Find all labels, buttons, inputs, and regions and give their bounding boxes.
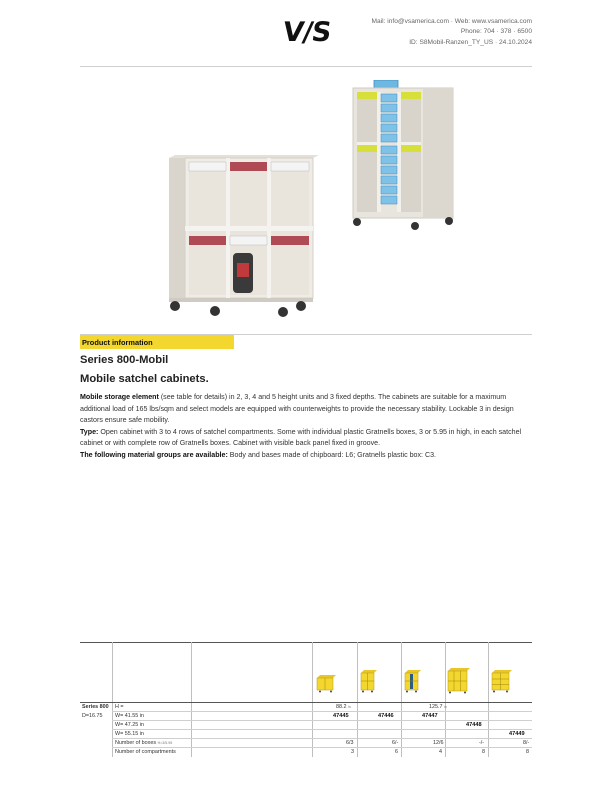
height-125-unit: in	[444, 705, 447, 709]
article-code-47447: 47447	[422, 713, 438, 719]
boxes-value-47445: 6/3	[346, 740, 354, 746]
compartments-row-label: Number of compartments	[115, 749, 176, 755]
satchel-cabinet-image	[163, 155, 319, 320]
description-paragraph-3	[80, 450, 536, 462]
table-row-divider	[112, 729, 532, 730]
table-row-divider	[112, 747, 532, 748]
width-row-label-1: W= 41.55 in	[115, 713, 144, 719]
cabinet-thumbnail-47448	[446, 666, 472, 694]
boxes-row-label-text: Number of boxes	[115, 740, 157, 746]
product-description	[80, 392, 536, 462]
cabinet-thumbnail-47446	[359, 668, 379, 694]
height-88-unit: in	[348, 705, 351, 709]
depth-label: D=16.75	[82, 713, 103, 719]
table-column-divider	[401, 642, 402, 757]
boxes-value-47448: -/-	[479, 740, 485, 746]
boxes-value-47446: 6/-	[392, 740, 399, 746]
description-text-3: Body and bases made of chipboard: L6; Gratnells plastic box: C3.	[227, 450, 437, 459]
description-text-1: (see table for details) in 2, 3, 4 and 5 height units and 3 fixed depths. The cabinets are suitable for a maximum additional load of 165 lbs/sqm and select models are equipped with counterweights to provide the necessary stability. Lockable 3 in design castors ensure safe mobility.	[80, 393, 514, 425]
product-information-badge: Product information	[80, 335, 234, 349]
compartments-value-47449: 8	[526, 749, 529, 755]
cabinet-thumbnail-47449	[490, 668, 514, 694]
contact-mail-web: Mail: info@vsamerica.com · Web: www.vsamerica.com	[371, 18, 532, 25]
contact-info	[372, 17, 532, 48]
width-row-label-3: W= 55.15 in	[115, 731, 144, 737]
description-paragraph-2	[80, 427, 536, 450]
document-id: ID: S8Mobil-Ranzen_TY_US · 24.10.2024	[409, 38, 532, 46]
height-value-125	[429, 704, 447, 710]
boxes-value-47449: 8/-	[523, 740, 530, 746]
height-row-label: H =	[115, 704, 124, 710]
table-column-divider	[312, 642, 313, 757]
description-paragraph-1	[80, 392, 536, 427]
article-code-47449: 47449	[509, 731, 525, 737]
table-column-divider	[488, 642, 489, 757]
boxes-value-47447: 12/6	[433, 740, 444, 746]
description-lead-1: Mobile storage element	[80, 393, 159, 401]
cabinet-thumbnail-47445	[315, 672, 337, 694]
header-divider	[80, 66, 532, 67]
article-code-47446: 47446	[378, 713, 394, 719]
height-value-88	[336, 704, 351, 710]
cabinet-thumbnail-47447	[403, 668, 423, 694]
table-row-divider	[80, 702, 532, 703]
spec-table	[80, 642, 532, 757]
vs-logo: V/S	[280, 17, 333, 48]
gratnells-cabinet-image	[349, 80, 459, 235]
compartments-value-47446: 6	[395, 749, 398, 755]
height-88-number: 88.2	[336, 704, 347, 710]
description-lead-2: Type:	[80, 427, 99, 436]
article-code-47445: 47445	[333, 713, 349, 719]
table-column-divider	[357, 642, 358, 757]
series-subtitle: Mobile satchel cabinets.	[80, 373, 209, 385]
description-lead-3: The following material groups are available:	[80, 450, 228, 459]
description-text-2: Open cabinet with 3 to 4 rows of satchel compartments. Some with individual plastic Gratnells boxes, 3 or 5.95 in high, in each satchel cabinet or with complete row of Gratnells boxes. Cabinet with visible back panel fixed in groove.	[80, 427, 522, 448]
contact-phone: Phone: 704 · 378 · 6500	[460, 28, 532, 36]
table-column-divider	[191, 642, 192, 757]
table-row-divider	[112, 711, 532, 712]
article-code-47448: 47448	[466, 722, 482, 728]
width-row-label-2: W= 47.25 in	[115, 722, 144, 728]
boxes-row-label	[115, 740, 172, 746]
table-row-divider	[112, 720, 532, 721]
series-title: Series 800-Mobil	[80, 354, 169, 366]
boxes-row-unit: H=3/5.95	[157, 741, 173, 745]
table-column-divider	[445, 642, 446, 757]
height-125-number: 125.7	[429, 704, 443, 710]
series-label: Series 800	[82, 704, 109, 710]
compartments-value-47448: 8	[482, 749, 485, 755]
compartments-value-47445: 3	[351, 749, 354, 755]
compartments-value-47447: 4	[439, 749, 442, 755]
table-column-divider	[112, 642, 113, 757]
table-row-divider	[112, 738, 532, 739]
